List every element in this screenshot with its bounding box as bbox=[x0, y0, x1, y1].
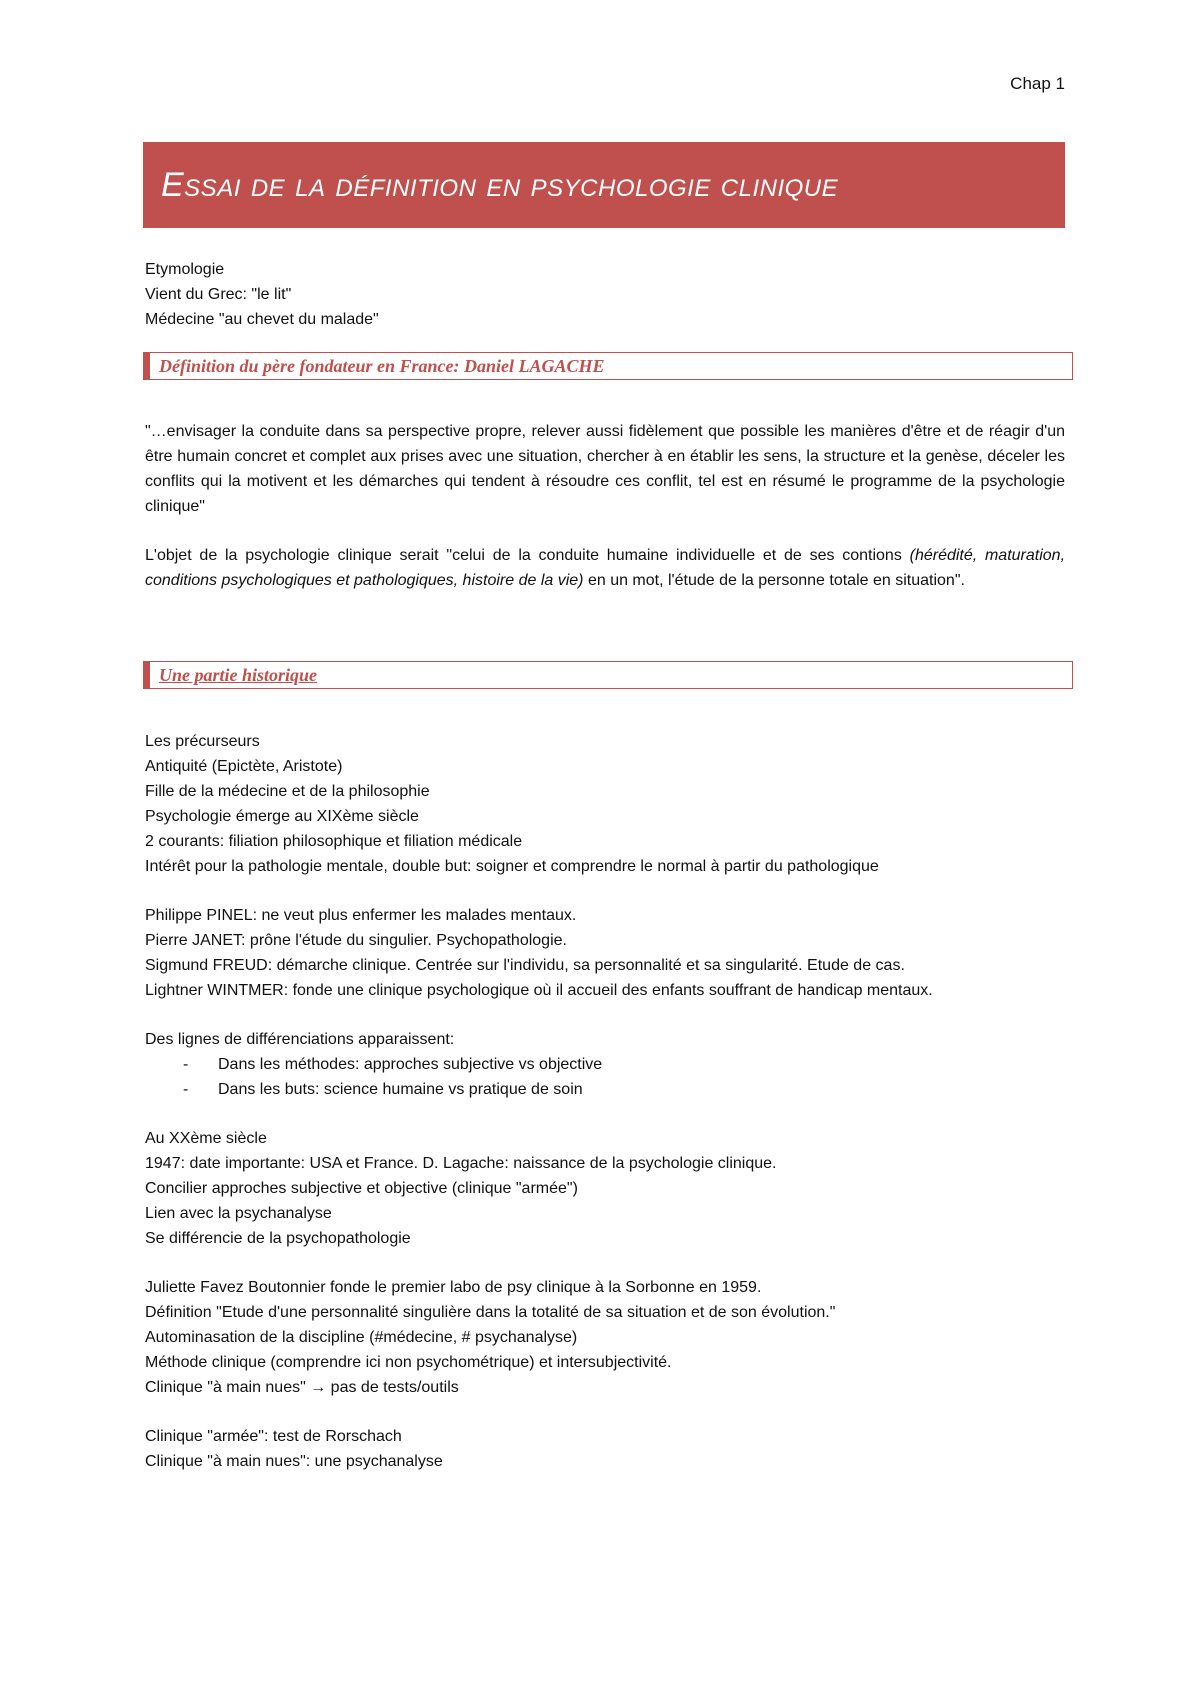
favez-line: Autominasation de la discipline (#médecine, # psychanalyse) bbox=[145, 1329, 578, 1346]
document-title-text: Essai de la définition en psychologie clinique bbox=[161, 165, 839, 204]
etymology-line: Etymologie bbox=[145, 261, 225, 278]
xxe-line: Au XXème siècle bbox=[145, 1130, 267, 1147]
precurseurs-line: Antiquité (Epictète, Aristote) bbox=[145, 758, 343, 775]
figure-line: Lightner WINTMER: fonde une clinique psychologique où il accueil des enfants souffrant de handicap mentaux. bbox=[145, 982, 933, 999]
precurseurs-line: Psychologie émerge au XIXème siècle bbox=[145, 808, 419, 825]
figure-line: Sigmund FREUD: démarche clinique. Centrée sur l'individu, sa personnalité et sa singularité. Etude de cas. bbox=[145, 957, 905, 974]
favez-line: Méthode clinique (comprendre ici non psychométrique) et intersubjectivité. bbox=[145, 1354, 672, 1371]
figures-block bbox=[145, 903, 1065, 1003]
xxe-line: Se différencie de la psychopathologie bbox=[145, 1230, 411, 1247]
xxe-line: Concilier approches subjective et objective (clinique "armée") bbox=[145, 1180, 578, 1197]
objet-text-part1: L'objet de la psychologie clinique serait "celui de la conduite humaine individuelle et de ses contions bbox=[145, 547, 910, 564]
section-heading-text: Une partie historique bbox=[159, 664, 318, 685]
favez-block bbox=[145, 1275, 1065, 1400]
figure-line: Pierre JANET: prône l'étude du singulier. Psychopathologie. bbox=[145, 932, 567, 949]
xxe-line: 1947: date importante: USA et France. D. Lagache: naissance de la psychologie clinique. bbox=[145, 1155, 777, 1172]
objet-paragraph bbox=[145, 543, 1065, 593]
lagache-quote: "…envisager la conduite dans sa perspective propre, relever aussi fidèlement que possible les manières d'être et de réagir d'un être humain concret et complet aux prises avec une situation, chercher à en établir les sens, la structure et la genèse, déceler les conflits qui la motivent et les démarches qui tendent à résoudre ces conflit, tel est en résumé le programme de la psychologie clinique" bbox=[145, 423, 1065, 515]
lignes-bullet-list bbox=[145, 1052, 1065, 1102]
precurseurs-line: Les précurseurs bbox=[145, 733, 260, 750]
bullet-item: - Dans les buts: science humaine vs pratique de soin bbox=[145, 1077, 1065, 1102]
etymology-block bbox=[145, 257, 1065, 332]
chapter-header: Chap 1 bbox=[1010, 74, 1065, 93]
lignes-block bbox=[145, 1027, 1065, 1102]
section-heading-text: Définition du père fondateur en France: Daniel LAGACHE bbox=[159, 355, 605, 376]
etymology-line: Médecine "au chevet du malade" bbox=[145, 311, 379, 328]
document-title bbox=[143, 142, 1065, 228]
xxe-line: Lien avec la psychanalyse bbox=[145, 1205, 332, 1222]
favez-line: Clinique "à main nues" → pas de tests/outils bbox=[145, 1379, 459, 1396]
favez-line: Définition "Etude d'une personnalité singulière dans la totalité de sa situation et de son évolution." bbox=[145, 1304, 836, 1321]
objet-text-part2: en un mot, l'étude de la personne totale en situation". bbox=[583, 572, 965, 589]
precurseurs-block bbox=[145, 729, 1065, 879]
xxe-block bbox=[145, 1126, 1065, 1251]
bullet-item: - Dans les méthodes: approches subjective vs objective bbox=[145, 1052, 1065, 1077]
figure-line: Philippe PINEL: ne veut plus enfermer les malades mentaux. bbox=[145, 907, 577, 924]
cliniques-block bbox=[145, 1424, 1065, 1474]
clinique-line: Clinique "armée": test de Rorschach bbox=[145, 1428, 402, 1445]
clinique-line: Clinique "à main nues": une psychanalyse bbox=[145, 1453, 443, 1470]
section-heading-historique bbox=[143, 661, 1073, 689]
etymology-line: Vient du Grec: "le lit" bbox=[145, 286, 292, 303]
section-heading-lagache bbox=[143, 352, 1073, 380]
precurseurs-line: 2 courants: filiation philosophique et filiation médicale bbox=[145, 833, 523, 850]
lignes-intro: Des lignes de différenciations apparaissent: bbox=[145, 1031, 455, 1048]
objet-text-italic: (hérédité, maturation, conditions psychologiques et pathologiques, histoire de la vie) bbox=[145, 547, 1066, 589]
favez-line: Juliette Favez Boutonnier fonde le premier labo de psy clinique à la Sorbonne en 1959. bbox=[145, 1279, 762, 1296]
precurseurs-line: Intérêt pour la pathologie mentale, double but: soigner et comprendre le normal à partir du pathologique bbox=[145, 858, 879, 875]
precurseurs-line: Fille de la médecine et de la philosophie bbox=[145, 783, 430, 800]
